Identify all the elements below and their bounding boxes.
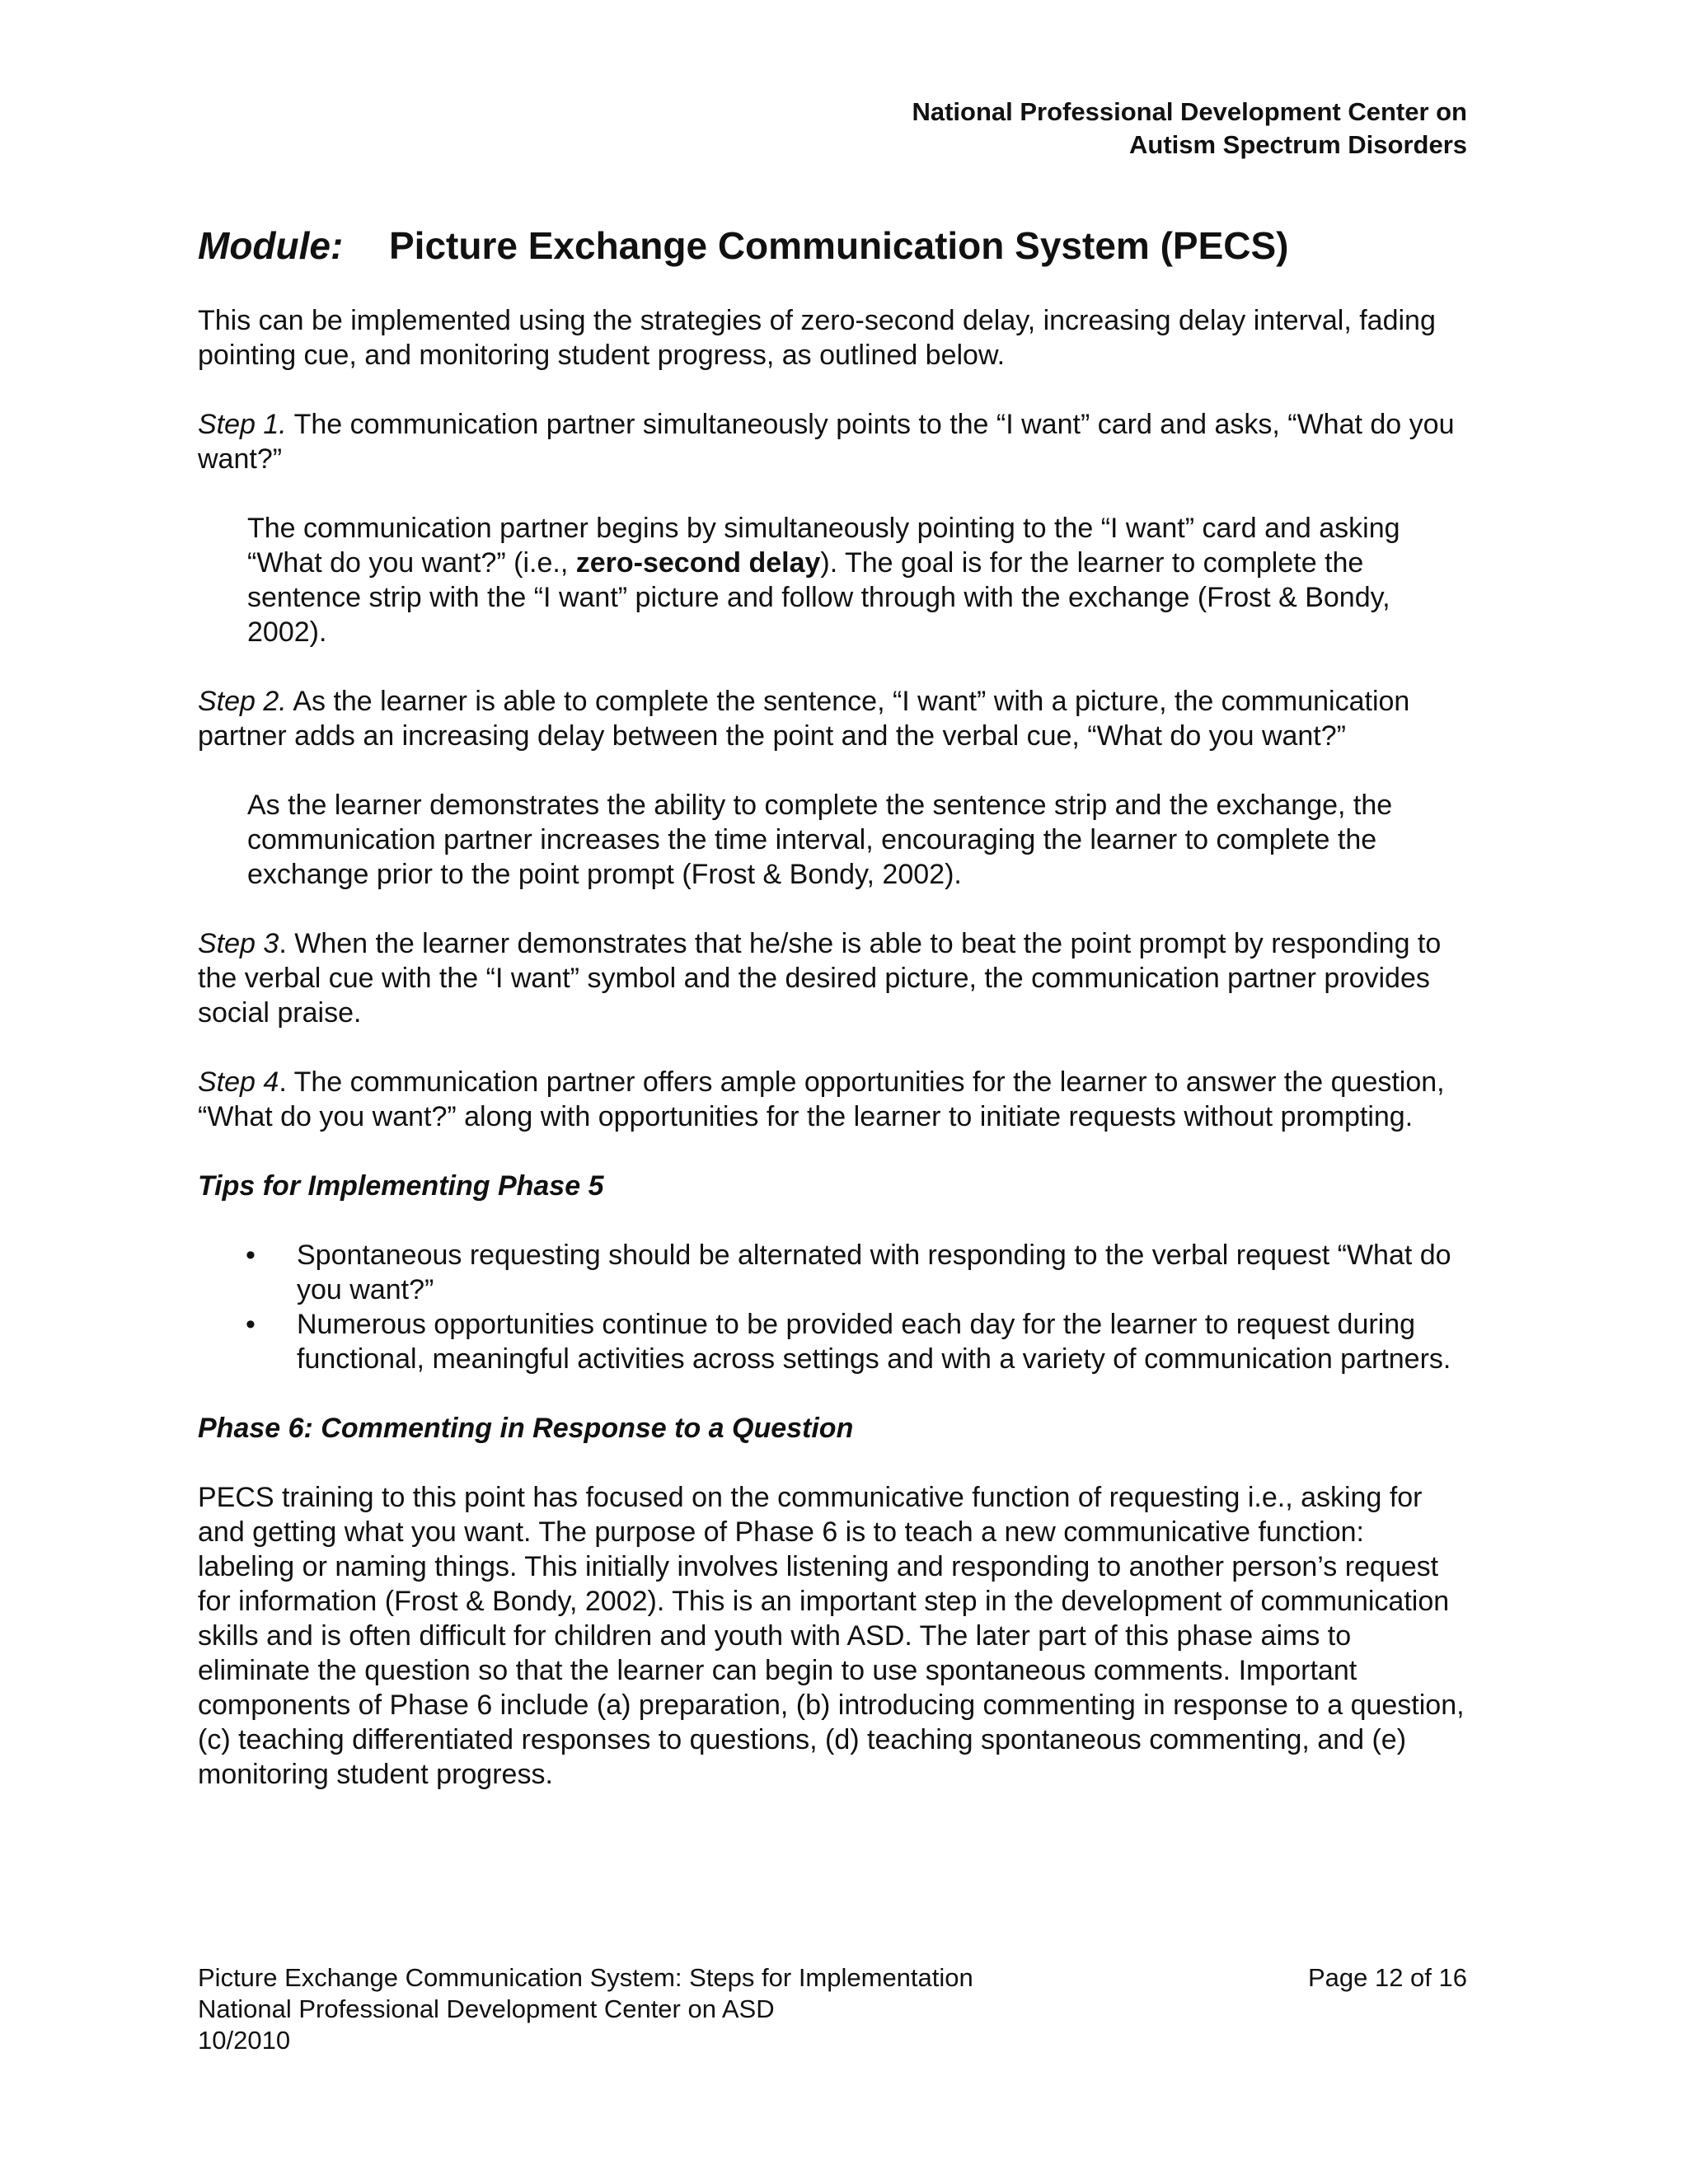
step-2-label: Step 2. bbox=[198, 686, 287, 717]
step-1-detail-paragraph bbox=[247, 511, 1467, 649]
step-1-paragraph bbox=[198, 407, 1467, 476]
phase-6-heading: Phase 6: Commenting in Response to a Question bbox=[198, 1413, 854, 1444]
step-4-paragraph bbox=[198, 1065, 1467, 1134]
page-number: Page 12 of 16 bbox=[1307, 1963, 1467, 1992]
bullet-icon: • bbox=[246, 1309, 256, 1340]
intro-paragraph: This can be implemented using the strategies of zero-second delay, increasing delay interval, fading pointing cue, and monitoring student progress, as outlined below. bbox=[198, 305, 1436, 371]
org-header-line2: Autism Spectrum Disorders bbox=[1129, 130, 1467, 159]
step-2-detail-paragraph: As the learner demonstrates the ability to complete the sentence strip and the exchange, the communication partner increases the time interval, encouraging the learner to complete the exchange prior to the point prompt (Frost & Bondy, 2002). bbox=[247, 790, 1393, 890]
step-4-text: . The communication partner offers ample opportunities for the learner to answer the question, “What do you want?” along with opportunities for the learner to initiate requests without prompting. bbox=[198, 1066, 1445, 1132]
step-3-text: . When the learner demonstrates that he/she is able to beat the point prompt by responding to the verbal cue with the “I want” symbol and the desired picture, the communication partner provides social praise. bbox=[198, 928, 1442, 1029]
list-item bbox=[198, 1238, 1467, 1307]
module-label: Module: bbox=[198, 224, 344, 267]
module-name: Picture Exchange Communication System (PECS) bbox=[389, 224, 1289, 267]
tip-text: Spontaneous requesting should be alternated with responding to the verbal request “What do you want?” bbox=[297, 1240, 1451, 1305]
step-2-paragraph bbox=[198, 684, 1467, 753]
tip-text: Numerous opportunities continue to be provided each day for the learner to request during functional, meaningful activities across settings and with a variety of communication partners. bbox=[297, 1309, 1451, 1375]
org-header-line1: National Professional Development Center on bbox=[912, 97, 1467, 126]
module-title bbox=[198, 223, 1289, 269]
organization-header bbox=[912, 96, 1467, 162]
step-1-detail-after: ). The goal is for the learner to complete the sentence strip with the “I want” picture and follow through with the exchange (Frost & Bondy, 2002). bbox=[247, 547, 1390, 648]
step-1-detail-bold: zero-second delay bbox=[575, 547, 821, 579]
step-3-paragraph bbox=[198, 926, 1467, 1030]
page-footer bbox=[198, 1962, 1467, 2056]
document-page bbox=[198, 0, 1467, 2184]
tips-list bbox=[198, 1238, 1467, 1376]
tips-heading: Tips for Implementing Phase 5 bbox=[198, 1170, 604, 1202]
step-2-text: As the learner is able to complete the sentence, “I want” with a picture, the communication partner adds an increasing delay between the point and the verbal cue, “What do you want?” bbox=[198, 686, 1410, 752]
step-4-label: Step 4 bbox=[198, 1066, 279, 1098]
bullet-icon: • bbox=[246, 1240, 256, 1271]
list-item bbox=[198, 1307, 1467, 1376]
footer-date: 10/2010 bbox=[198, 2026, 291, 2055]
step-3-label: Step 3 bbox=[198, 928, 279, 959]
phase-6-paragraph: PECS training to this point has focused on the communicative function of requesting i.e., asking for and getting what you want. The purpose of Phase 6 is to teach a new communicative function: labeling or naming things. This initially involves listening and responding to another person’s request for information (Frost & Bondy, 2002). This is an important step in the development of communication skills and is often difficult for children and youth with ASD. The later part of this phase aims to eliminate the question so that the learner can begin to use spontaneous comments. Important components of Phase 6 include (a) preparation, (b) introducing commenting in response to a question, (c) teaching differentiated responses to questions, (d) teaching spontaneous commenting, and (e) monitoring student progress. bbox=[198, 1482, 1465, 1790]
step-1-detail-before: The communication partner begins by simultaneously pointing to the “I want” card and asking “What do you want?” (i.e., bbox=[247, 513, 1400, 579]
footer-organization: National Professional Development Center on ASD bbox=[198, 1994, 775, 2023]
main-content bbox=[198, 303, 1467, 1826]
footer-title: Picture Exchange Communication System: Steps for Implementation bbox=[198, 1963, 973, 1992]
step-1-text: The communication partner simultaneously points to the “I want” card and asks, “What do you want?” bbox=[198, 409, 1455, 475]
step-1-label: Step 1. bbox=[198, 409, 287, 440]
